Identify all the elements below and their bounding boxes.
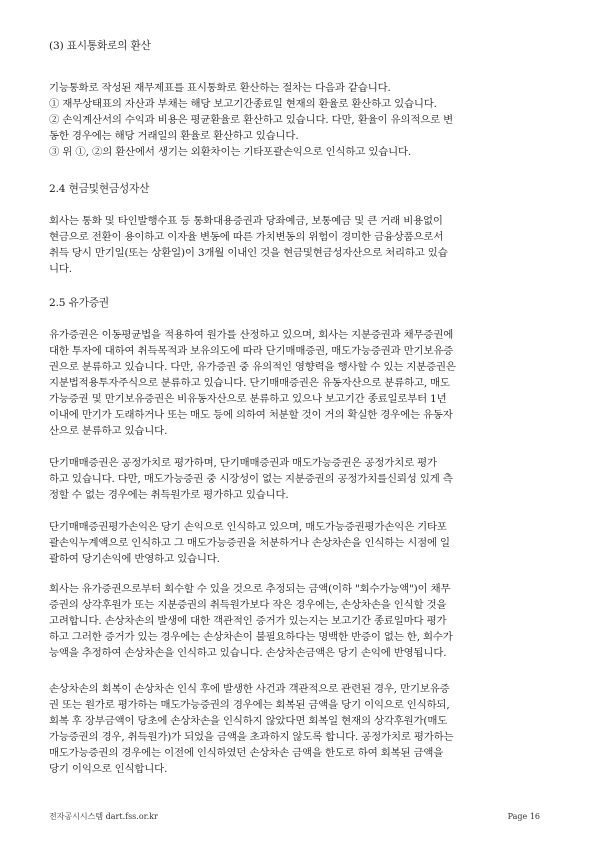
paragraph-line: 고려합니다. 손상차손의 발생에 대한 객관적인 증거가 있는지는 보고기간 종료일마다 평가 [49, 615, 447, 627]
section-heading: (3) 표시통화로의 환산 [49, 40, 151, 52]
footer-source: 전자공시시스템 dart.fss.or.kr [49, 812, 158, 821]
paragraph-line: 가능증권 및 만기보유증권은 비유동자산으로 분류하고 있으나 보고기간 종료일로부터 1년 [49, 393, 447, 405]
paragraph-line: 대한 투자에 대하여 취득목적과 보유의도에 따라 단기매매증권, 매도가능증권과 만기보유증 [49, 345, 454, 357]
paragraph-line: 증권의 상각후원가 또는 지분증권의 취득원가보다 작은 경우에는, 손상차손을 인식할 것을 [49, 599, 447, 611]
paragraph-line: 능액을 추정하여 손상차손을 인식하고 있습니다. 손상차손금액은 당기 손익에 반영됩니다. [49, 647, 447, 659]
paragraph-line: ② 손익계산서의 수익과 비용은 평균환율로 환산하고 있습니다. 다만, 환율이 유의적으로 변 [49, 114, 454, 126]
paragraph-line: ① 재무상태표의 자산과 부채는 해당 보고기간종료일 현재의 환율로 환산하고 있습니다. [49, 98, 437, 110]
section-heading: 2.4 현금및현금성자산 [49, 183, 150, 195]
paragraph-line: 취득 당시 만기일(또는 상환일)이 3개월 이내인 것을 현금및현금성자산으로 처리하고 있습 [49, 247, 448, 259]
paragraph-line: 니다. [49, 263, 72, 275]
footer-page-number: Page 16 [507, 812, 540, 821]
section-heading: 2.5 유가증권 [49, 297, 109, 309]
paragraph-line: 이내에 만기가 도래하거나 또는 매도 등에 의하여 처분할 것이 거의 확실한 경우에는 유동자 [49, 409, 453, 421]
paragraph-line: 권 또는 원가로 평가하는 매도가능증권의 경우에는 회복된 금액을 당기 이익으로 인식하되, [49, 699, 450, 711]
paragraph-line: 권으로 분류하고 있습니다. 다만, 유가증권 중 유의적인 영향력을 행사할 수 있는 지분증권은 [49, 361, 456, 373]
paragraph-line: 유가증권은 이동평균법을 적용하여 원가를 산정하고 있으며, 회사는 지분증권과 채무증권에 [49, 329, 454, 341]
paragraph-line: 지분법적용투자주식으로 분류하고 있습니다. 단기매매증권은 유동자산으로 분류하고, 매도 [49, 377, 450, 389]
paragraph-line: 산으로 분류하고 있습니다. [49, 425, 168, 437]
paragraph-line: 회사는 통화 및 타인발행수표 등 통화대용증권과 당좌예금, 보통예금 및 큰 거래 비용없이 [49, 215, 443, 227]
paragraph-line: 하고 그러한 증거가 있는 경우에는 손상차손이 불필요하다는 명백한 반증이 없는 한, 회수가 [49, 631, 453, 643]
paragraph-line: 단기매매증권은 공정가치로 평가하며, 단기매매증권과 매도가능증권은 공정가치로 평가 [49, 457, 437, 469]
paragraph-line: ③ 위 ①, ②의 환산에서 생기는 외환차이는 기타포괄손익으로 인식하고 있습니다. [49, 146, 412, 158]
paragraph-line: 단기매매증권평가손익은 당기 손익으로 인식하고 있으며, 매도가능증권평가손익은 기타포 [49, 521, 447, 533]
paragraph-line: 회사는 유가증권으로부터 회수할 수 있을 것으로 추정되는 금액(이하 "회수가능액")이 채무 [49, 583, 451, 595]
paragraph-line: 회복 후 장부금액이 당초에 손상차손을 인식하지 않았다면 회복일 현재의 상각후원가(매도 [49, 715, 448, 727]
paragraph-line: 손상차손의 회복이 손상차손 인식 후에 발생한 사건과 객관적으로 관련된 경우, 만기보유증 [49, 683, 450, 695]
paragraph-line: 기능통화로 작성된 재무제표를 표시통화로 환산하는 절차는 다음과 같습니다. [49, 82, 391, 94]
paragraph-line: 괄하여 당기손익에 반영하고 있습니다. [49, 553, 220, 565]
paragraph-line: 정할 수 없는 경우에는 취득원가로 평가하고 있습니다. [49, 489, 289, 501]
paragraph-line: 동한 경우에는 해당 거래일의 환율로 환산하고 있습니다. [49, 130, 299, 142]
paragraph-line: 현금으로 전환이 용이하고 이자율 변동에 따른 가치변동의 위험이 경미한 금융상품으로서 [49, 231, 444, 243]
paragraph-line: 매도가능증권의 경우에는 이전에 인식하였던 손상차손 금액을 한도로 하여 회복된 금액을 [49, 747, 444, 759]
paragraph-line: 괄손익누계액으로 인식하고 그 매도가능증권을 처분하거나 손상차손을 인식하는 시점에 일 [49, 537, 450, 549]
paragraph-line: 당기 이익으로 인식합니다. [49, 763, 168, 775]
paragraph-line: 하고 있습니다. 다만, 매도가능증권 중 시장성이 없는 지분증권의 공정가치를신뢰성 있게 측 [49, 473, 453, 485]
paragraph-line: 가능증권의 경우, 취득원가)가 되었을 금액을 초과하지 않도록 합니다. 공정가치로 평가하는 [49, 731, 454, 743]
